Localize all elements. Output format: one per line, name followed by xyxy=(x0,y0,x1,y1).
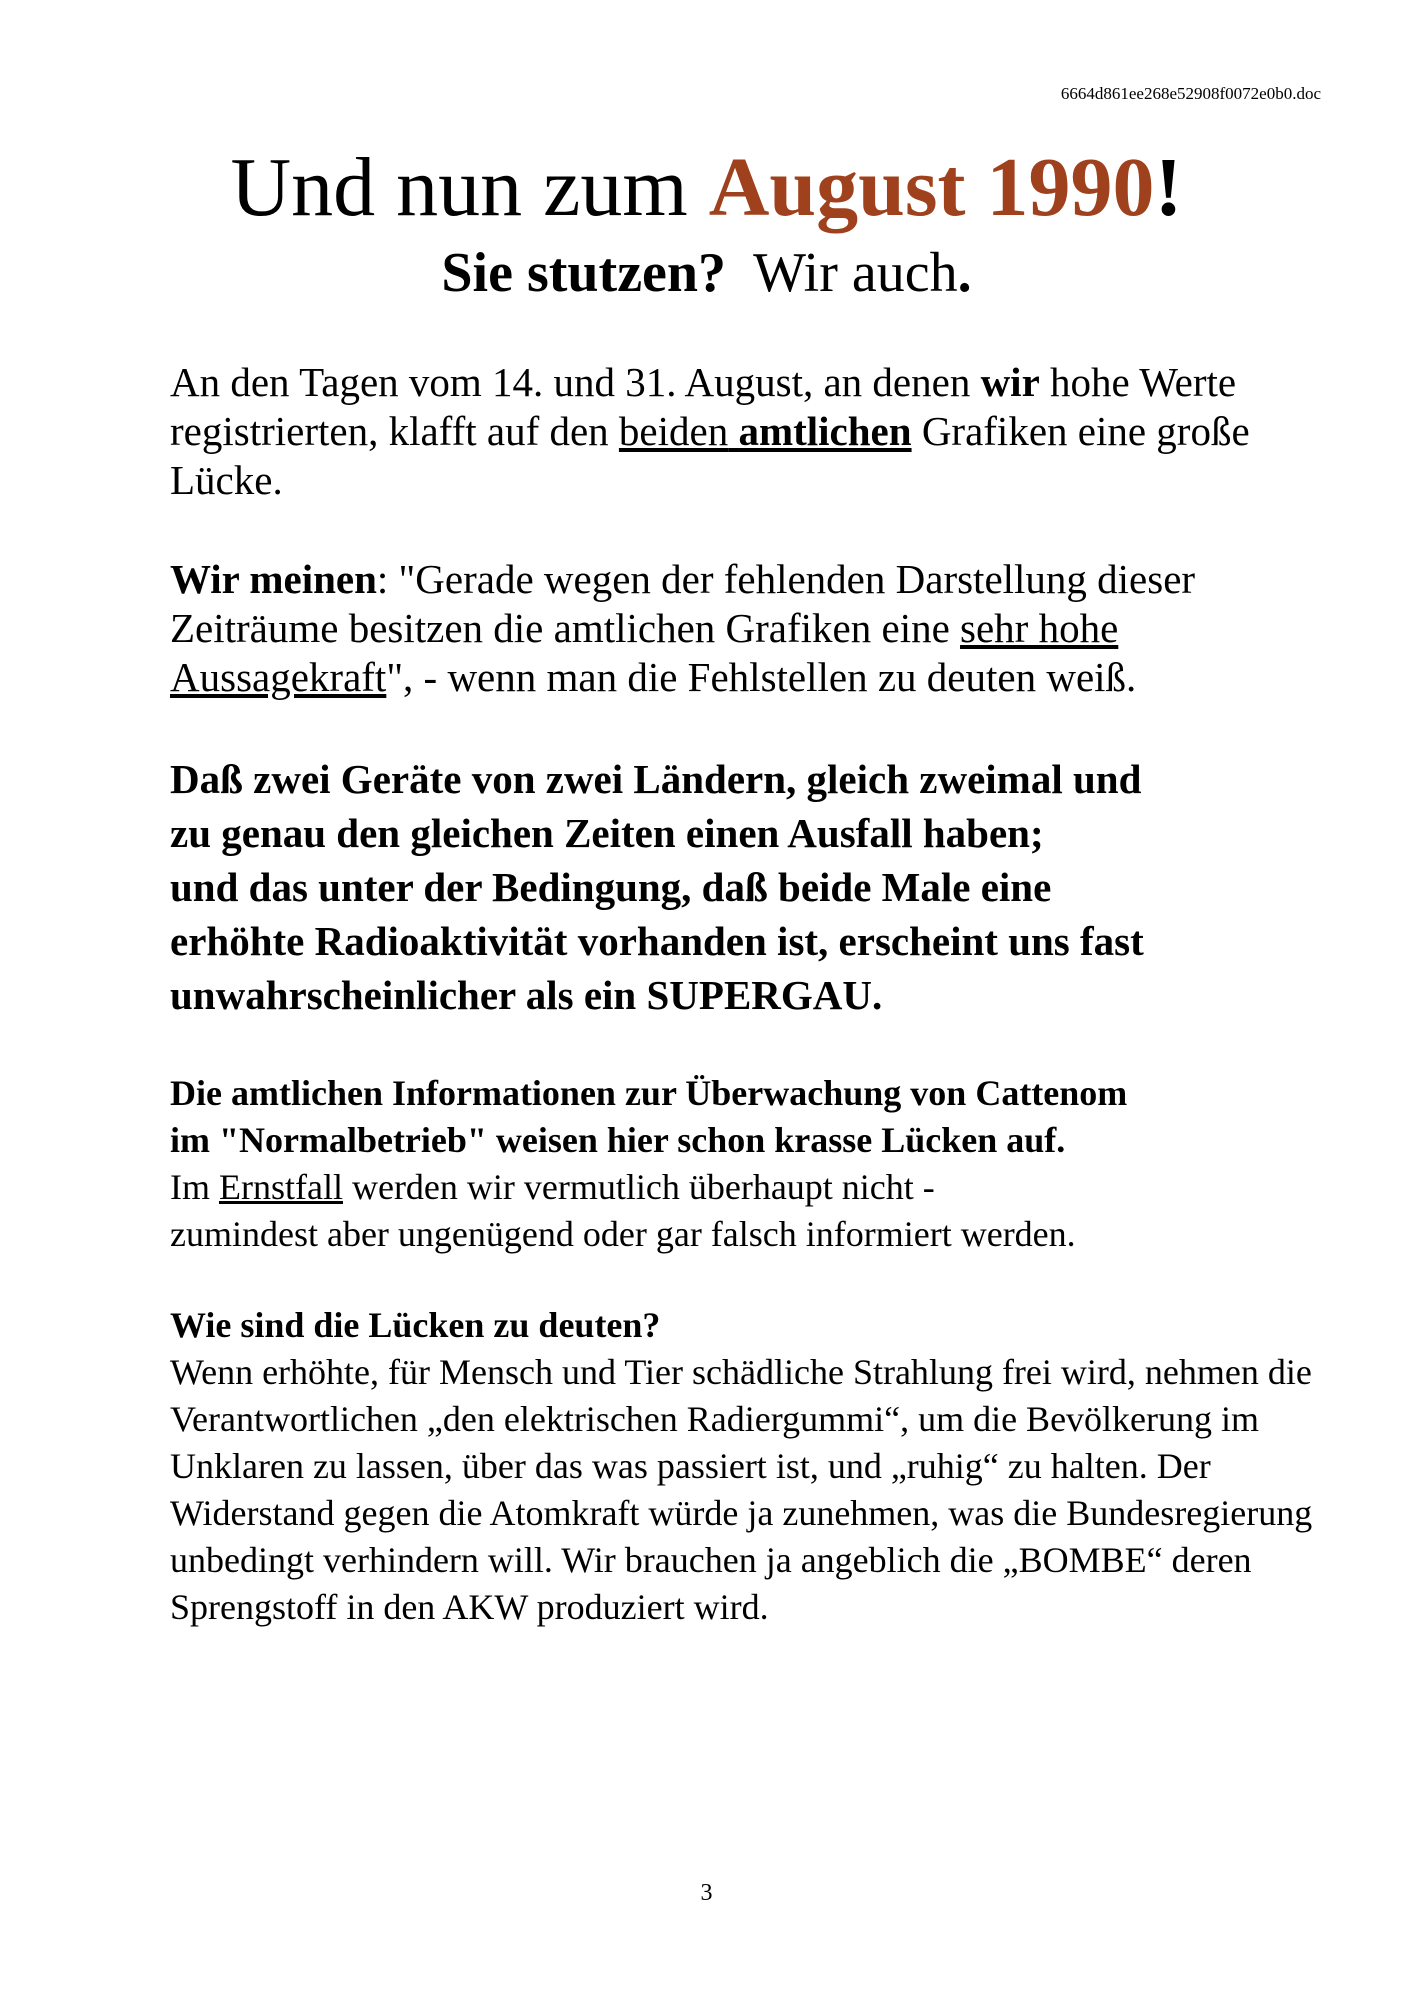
p4-bold-line: im "Normalbetrieb" weisen hier schon krasse Lücken auf. xyxy=(170,1120,1066,1160)
paragraph-3 xyxy=(170,752,1330,1022)
p4-underline-ernstfall: Ernstfall xyxy=(219,1167,343,1207)
subtitle-period: . xyxy=(957,242,972,304)
p3-line: und das unter der Bedingung, daß beide Male eine xyxy=(170,864,1052,910)
title-exclamation: ! xyxy=(1154,141,1183,234)
p1-text-g: Grafiken eine große Lücke. xyxy=(170,408,1250,503)
subtitle-bold: Sie stutzen? xyxy=(441,242,727,304)
filename-header: 6664d861ee268e52908f0072e0b0.doc xyxy=(1060,84,1321,103)
document-body xyxy=(170,358,1330,1631)
paragraph-5 xyxy=(170,1302,1330,1631)
p2-text-d: ", - wenn man die Fehlstellen zu deuten weiß. xyxy=(386,654,1137,700)
page-number: 3 xyxy=(700,1880,713,1906)
p1-underline-beiden: beiden xyxy=(618,408,729,454)
p5-text: Wenn erhöhte, für Mensch und Tier schädliche Strahlung frei wird, nehmen die Verantwortlichen „den elektrischen Radiergummi“, um die Bevölkerung im Unklaren zu lassen, über das was passiert ist, und „ruhig“ zu halten. Der Widerstand gegen die Atomkraft würde ja zunehmen, was die Bundesregierung unbedingt verhindern will. Wir brauchen ja angeblich die „BOMBE“ deren Sprengstoff in den AKW produziert wird. xyxy=(170,1352,1313,1627)
page-subtitle xyxy=(0,238,1413,308)
spacer xyxy=(170,1258,1330,1302)
p3-line: unwahrscheinlicher als ein SUPERGAU. xyxy=(170,972,883,1018)
p5-heading: Wie sind die Lücken zu deuten? xyxy=(170,1305,661,1345)
p1-text-a: An den Tagen vom 14. und 31. August, an denen xyxy=(170,359,981,405)
p1-underline-amtlichen: amtlichen xyxy=(738,408,912,454)
spacer xyxy=(170,1022,1330,1070)
p4-line: zumindest aber ungenügend oder gar falsch informiert werden. xyxy=(170,1214,1076,1254)
spacer xyxy=(170,702,1330,752)
p4-text: werden wir vermutlich überhaupt nicht - xyxy=(342,1167,935,1207)
p3-line: erhöhte Radioaktivität vorhanden ist, erscheint uns fast xyxy=(170,918,1144,964)
p4-text: Im xyxy=(170,1167,219,1207)
p3-line: Daß zwei Geräte von zwei Ländern, gleich zweimal und xyxy=(170,756,1142,802)
paragraph-2 xyxy=(170,555,1330,702)
p3-line: zu genau den gleichen Zeiten einen Ausfall haben; xyxy=(170,810,1044,856)
spacer xyxy=(170,505,1330,555)
p2-text-b: : "Gerade wegen der fehlenden Darstellung dieser Zeiträume besitzen die amtlichen Grafiken eine xyxy=(170,556,1196,651)
p1-bold-wir: wir xyxy=(980,359,1040,405)
subtitle-text: Wir auch xyxy=(753,242,958,304)
p2-bold-lead: Wir meinen xyxy=(170,556,377,602)
paragraph-1 xyxy=(170,358,1330,505)
paragraph-4 xyxy=(170,1070,1330,1258)
title-accent: August 1990 xyxy=(708,141,1155,234)
p1-text-c: hohe Werte registrierten, klafft auf den xyxy=(170,359,1237,454)
p2-underline: sehr hohe Aussagekraft xyxy=(170,605,1119,700)
p1-underline-space xyxy=(728,408,738,454)
page-title xyxy=(0,138,1413,238)
p4-bold-line: Die amtlichen Informationen zur Überwachung von Cattenom xyxy=(170,1073,1128,1113)
title-text: Und nun zum xyxy=(230,141,709,234)
